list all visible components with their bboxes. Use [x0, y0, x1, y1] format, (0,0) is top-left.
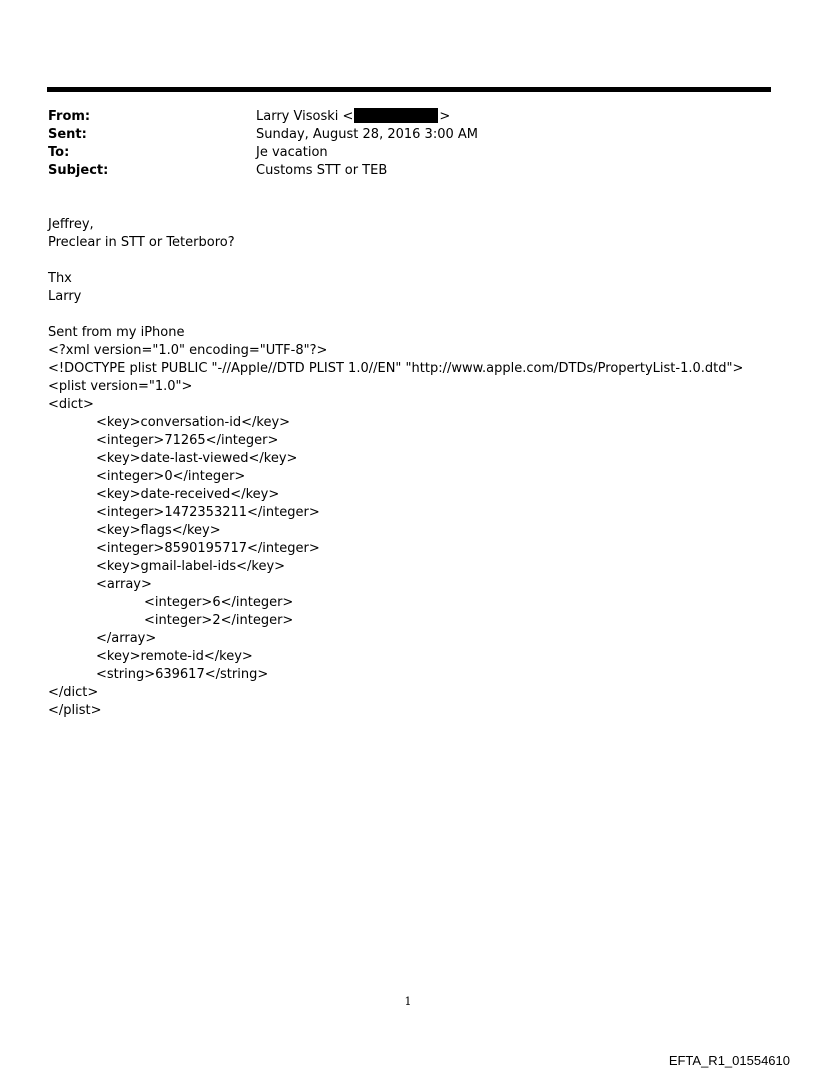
plist-line: <key>date-last-viewed</key>	[96, 451, 298, 466]
plist-line: <array>	[96, 577, 152, 592]
plist-line: <key>flags</key>	[96, 523, 221, 538]
spacer	[48, 306, 778, 324]
sent-value: Sunday, August 28, 2016 3:00 AM	[256, 127, 478, 142]
sent-from: Sent from my iPhone	[48, 325, 185, 340]
plist-line: <string>639617</string>	[96, 667, 269, 682]
subject-label: Subject:	[48, 163, 109, 178]
plist-line: <key>gmail-label-ids</key>	[96, 559, 286, 574]
header-rule	[47, 87, 771, 92]
doctype-line: <!DOCTYPE plist PUBLIC "-//Apple//DTD PLIST 1.0//EN" "http://www.apple.com/DTDs/PropertyList-1.0.dtd">	[48, 361, 744, 376]
subject-value: Customs STT or TEB	[256, 163, 388, 178]
plist-line: <key>conversation-id</key>	[96, 415, 291, 430]
plist-line: <integer>2</integer>	[144, 613, 294, 628]
plist-line: <integer>71265</integer>	[96, 433, 279, 448]
plist-close: </plist>	[48, 703, 102, 718]
from-name: Larry Visoski <	[256, 109, 354, 124]
to-value: Je vacation	[256, 145, 328, 160]
bates-number: EFTA_R1_01554610	[668, 1053, 790, 1068]
dict-close: </dict>	[48, 685, 99, 700]
xml-declaration: <?xml version="1.0" encoding="UTF-8"?>	[48, 343, 328, 358]
plist-line: <integer>1472353211</integer>	[96, 505, 320, 520]
plist-line: <integer>8590195717</integer>	[96, 541, 320, 556]
plist-line: <key>date-received</key>	[96, 487, 280, 502]
signature: Larry	[48, 289, 82, 304]
to-label: To:	[48, 145, 70, 160]
sent-label: Sent:	[48, 127, 87, 142]
question: Preclear in STT or Teterboro?	[48, 235, 235, 250]
dict-open: <dict>	[48, 397, 94, 412]
plist-line: <key>remote-id</key>	[96, 649, 253, 664]
plist-line: </array>	[96, 631, 157, 646]
plist-open: <plist version="1.0">	[48, 379, 193, 394]
redaction-box	[354, 108, 438, 123]
spacer	[48, 252, 778, 270]
thanks: Thx	[48, 271, 72, 286]
greeting: Jeffrey,	[48, 217, 94, 232]
plist-line: <integer>6</integer>	[144, 595, 294, 610]
from-value	[256, 108, 450, 126]
page-number: 1	[404, 995, 412, 1008]
email-body	[48, 216, 778, 720]
from-close: >	[439, 109, 451, 124]
from-label: From:	[48, 109, 91, 124]
plist-line: <integer>0</integer>	[96, 469, 246, 484]
